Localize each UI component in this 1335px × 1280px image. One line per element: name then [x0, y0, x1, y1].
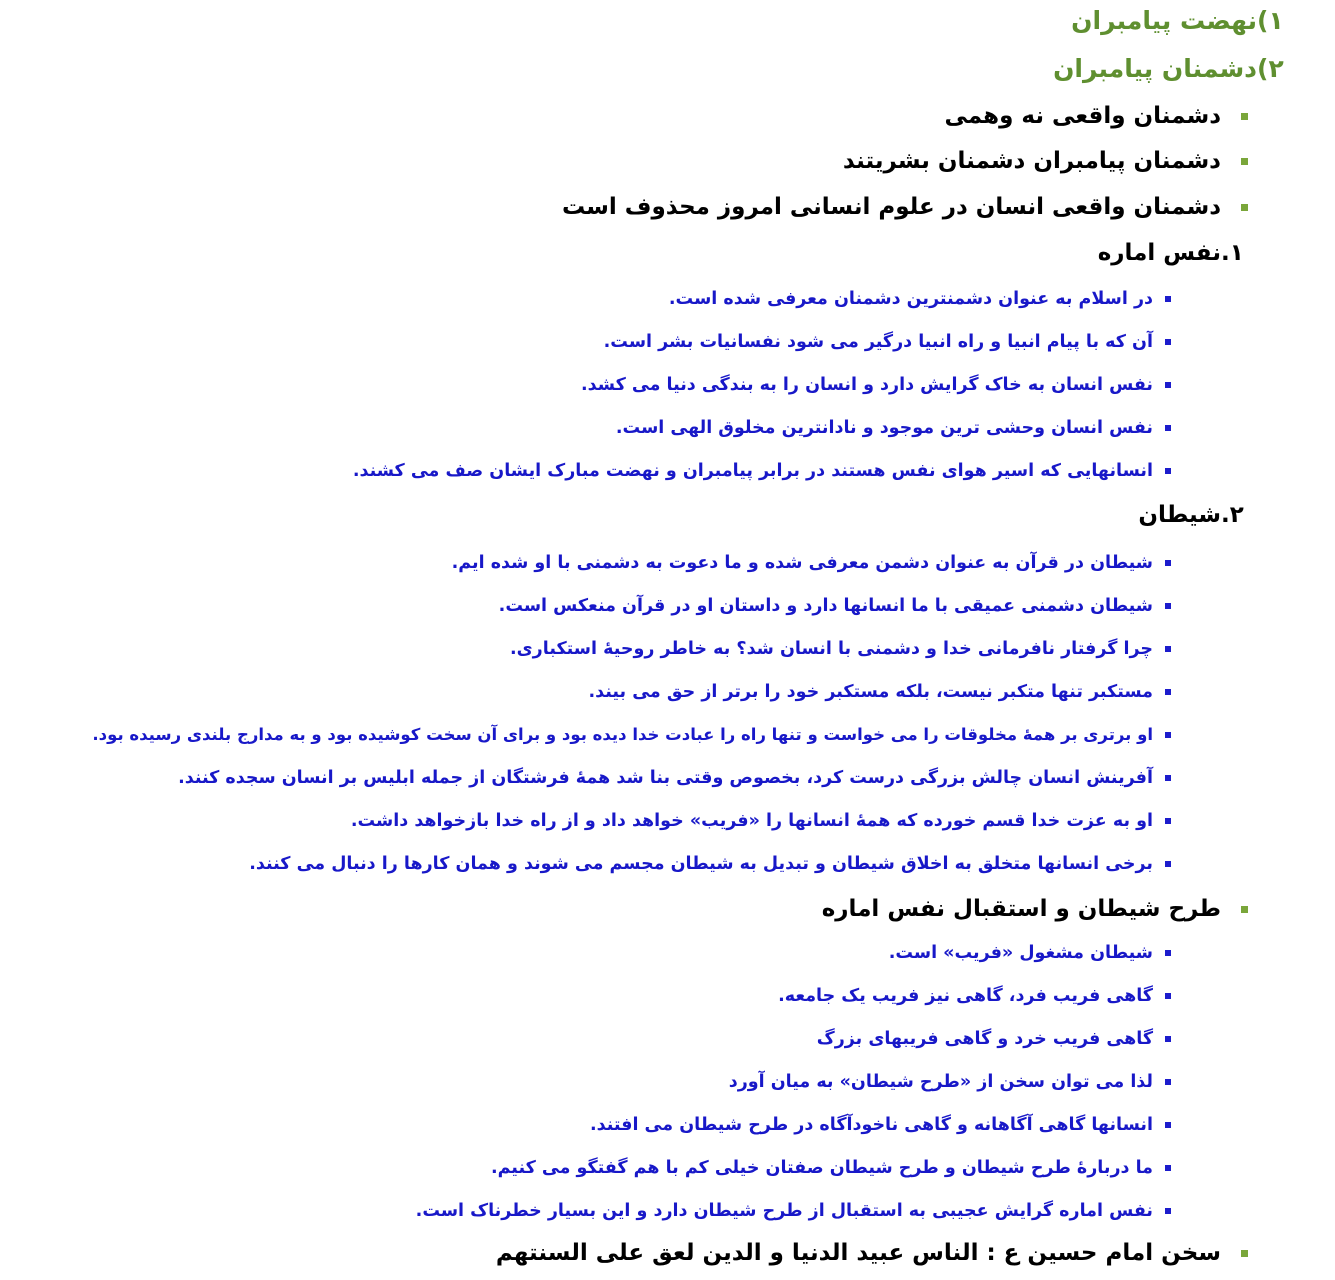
list-item [0, 768, 1335, 788]
list-item-text: گاهی فریب فرد، گاهی نیز فریب یک جامعه. [778, 986, 1153, 1006]
list-item-text: ما دربارۀ طرح شیطان و طرح شیطان صفتان خیلی کم با هم گفتگو می کنیم. [490, 1158, 1153, 1178]
list-item-text: نفس اماره گرایش عجیبی به استقبال از طرح شیطان دارد و این بسیار خطرناک است. [415, 1201, 1153, 1221]
section-title: نفس اماره [1097, 240, 1221, 266]
square-bullet-icon [1241, 906, 1248, 913]
section-2-heading [0, 502, 1335, 528]
main-point-text: دشمنان پیامبران دشمنان بشریتند [842, 148, 1221, 174]
main-point [0, 194, 1335, 220]
closing-quote [0, 1240, 1335, 1266]
square-bullet-icon [1165, 950, 1171, 956]
list-item-text: گاهی فریب خرد و گاهی فریبهای بزرگ [816, 1029, 1153, 1049]
main-point-text: دشمنان واقعی انسان در علوم انسانی امروز محذوف است [561, 194, 1221, 220]
list-item-text: مستکبر تنها متکبر نیست، بلکه مستکبر خود را برتر از حق می بیند. [588, 682, 1153, 702]
square-bullet-icon [1165, 646, 1171, 652]
list-item-text: آن که با پیام انبیا و راه انبیا درگیر می شود نفسانیات بشر است. [603, 332, 1153, 352]
heading-number: ۱) [1257, 6, 1284, 35]
list-item [0, 1072, 1335, 1092]
list-item-text: شیطان مشغول «فریب» است. [888, 943, 1153, 963]
square-bullet-icon [1165, 861, 1171, 867]
list-item-text: چرا گرفتار نافرمانی خدا و دشمنی با انسان شد؟ به خاطر روحیۀ استکباری. [509, 639, 1153, 659]
list-item-text: نفس انسان به خاک گرایش دارد و انسان را به بندگی دنیا می کشد. [581, 375, 1153, 395]
list-item [0, 1201, 1335, 1221]
list-item [0, 811, 1335, 831]
list-item [0, 1029, 1335, 1049]
list-item-text: شیطان در قرآن به عنوان دشمن معرفی شده و ما دعوت به دشمنی با او شده ایم. [451, 553, 1153, 573]
square-bullet-icon [1165, 1122, 1171, 1128]
list-item [0, 375, 1335, 395]
square-bullet-icon [1165, 468, 1171, 474]
section-1-heading [0, 240, 1335, 266]
square-bullet-icon [1165, 1165, 1171, 1171]
square-bullet-icon [1165, 425, 1171, 431]
square-bullet-icon [1165, 603, 1171, 609]
square-bullet-icon [1165, 993, 1171, 999]
heading-number: ۲) [1257, 54, 1284, 83]
square-bullet-icon [1165, 732, 1171, 738]
square-bullet-icon [1165, 382, 1171, 388]
main-point [0, 103, 1335, 129]
section-3-heading [0, 896, 1335, 922]
square-bullet-icon [1241, 204, 1248, 211]
list-item-text: نفس انسان وحشی ترین موجود و نادانترین مخلوق الهی است. [615, 418, 1153, 438]
heading-1 [0, 6, 1335, 35]
list-item-text: انسانها گاهی آگاهانه و گاهی ناخودآگاه در طرح شیطان می افتند. [589, 1115, 1153, 1135]
square-bullet-icon [1165, 775, 1171, 781]
list-item [0, 854, 1335, 874]
list-item-text: شیطان دشمنی عمیقی با ما انسانها دارد و داستان او در قرآن منعکس است. [498, 596, 1153, 616]
heading-text: دشمنان پیامبران [1053, 54, 1257, 83]
main-point [0, 148, 1335, 174]
section-number: ۲. [1221, 502, 1244, 528]
square-bullet-icon [1165, 689, 1171, 695]
list-item [0, 418, 1335, 438]
section-number: ۱. [1221, 240, 1244, 266]
square-bullet-icon [1165, 339, 1171, 345]
list-item [0, 289, 1335, 309]
section-title: طرح شیطان و استقبال نفس اماره [821, 896, 1221, 922]
list-item-text: انسانهایی که اسیر هوای نفس هستند در برابر پیامبران و نهضت مبارک ایشان صف می کشند. [352, 461, 1153, 481]
list-item [0, 986, 1335, 1006]
square-bullet-icon [1165, 1208, 1171, 1214]
square-bullet-icon [1165, 818, 1171, 824]
section-title: شیطان [1138, 502, 1221, 528]
main-point-text: دشمنان واقعی نه وهمی [944, 103, 1221, 129]
list-item [0, 639, 1335, 659]
list-item [0, 725, 1335, 744]
list-item [0, 332, 1335, 352]
list-item-text: برخی انسانها متخلق به اخلاق شیطان و تبدیل به شیطان مجسم می شوند و همان کارها را دنبال می کنند. [249, 854, 1153, 874]
list-item-text: او برتری بر همۀ مخلوقات را می خواست و تنها راه را عبادت خدا دیده بود و برای آن سخت کوشیده بود و به مدارج بلندی رسیده بود. [92, 725, 1153, 744]
square-bullet-icon [1165, 296, 1171, 302]
list-item [0, 1115, 1335, 1135]
list-item [0, 596, 1335, 616]
list-item [0, 553, 1335, 573]
list-item-text: آفرینش انسان چالش بزرگی درست کرد، بخصوص وقتی بنا شد همۀ فرشتگان از جمله ابلیس بر انسان سجده کنند. [178, 768, 1153, 788]
list-item [0, 1158, 1335, 1178]
list-item [0, 943, 1335, 963]
square-bullet-icon [1165, 1079, 1171, 1085]
square-bullet-icon [1165, 1036, 1171, 1042]
list-item [0, 461, 1335, 481]
list-item [0, 682, 1335, 702]
square-bullet-icon [1241, 1250, 1248, 1257]
list-item-text: او به عزت خدا قسم خورده که همۀ انسانها را «فریب» خواهد داد و از راه خدا بازخواهد داشت. [350, 811, 1153, 831]
square-bullet-icon [1241, 158, 1248, 165]
heading-2 [0, 54, 1335, 83]
square-bullet-icon [1241, 113, 1248, 120]
list-item-text: لذا می توان سخن از «طرح شیطان» به میان آورد [728, 1072, 1153, 1092]
list-item-text: در اسلام به عنوان دشمنترین دشمنان معرفی شده است. [668, 289, 1153, 309]
closing-quote-text: سخن امام حسین ع : الناس عبید الدنیا و الدین لعق علی السنتهم [495, 1240, 1221, 1266]
heading-text: نهضت پیامبران [1071, 6, 1257, 35]
square-bullet-icon [1165, 560, 1171, 566]
